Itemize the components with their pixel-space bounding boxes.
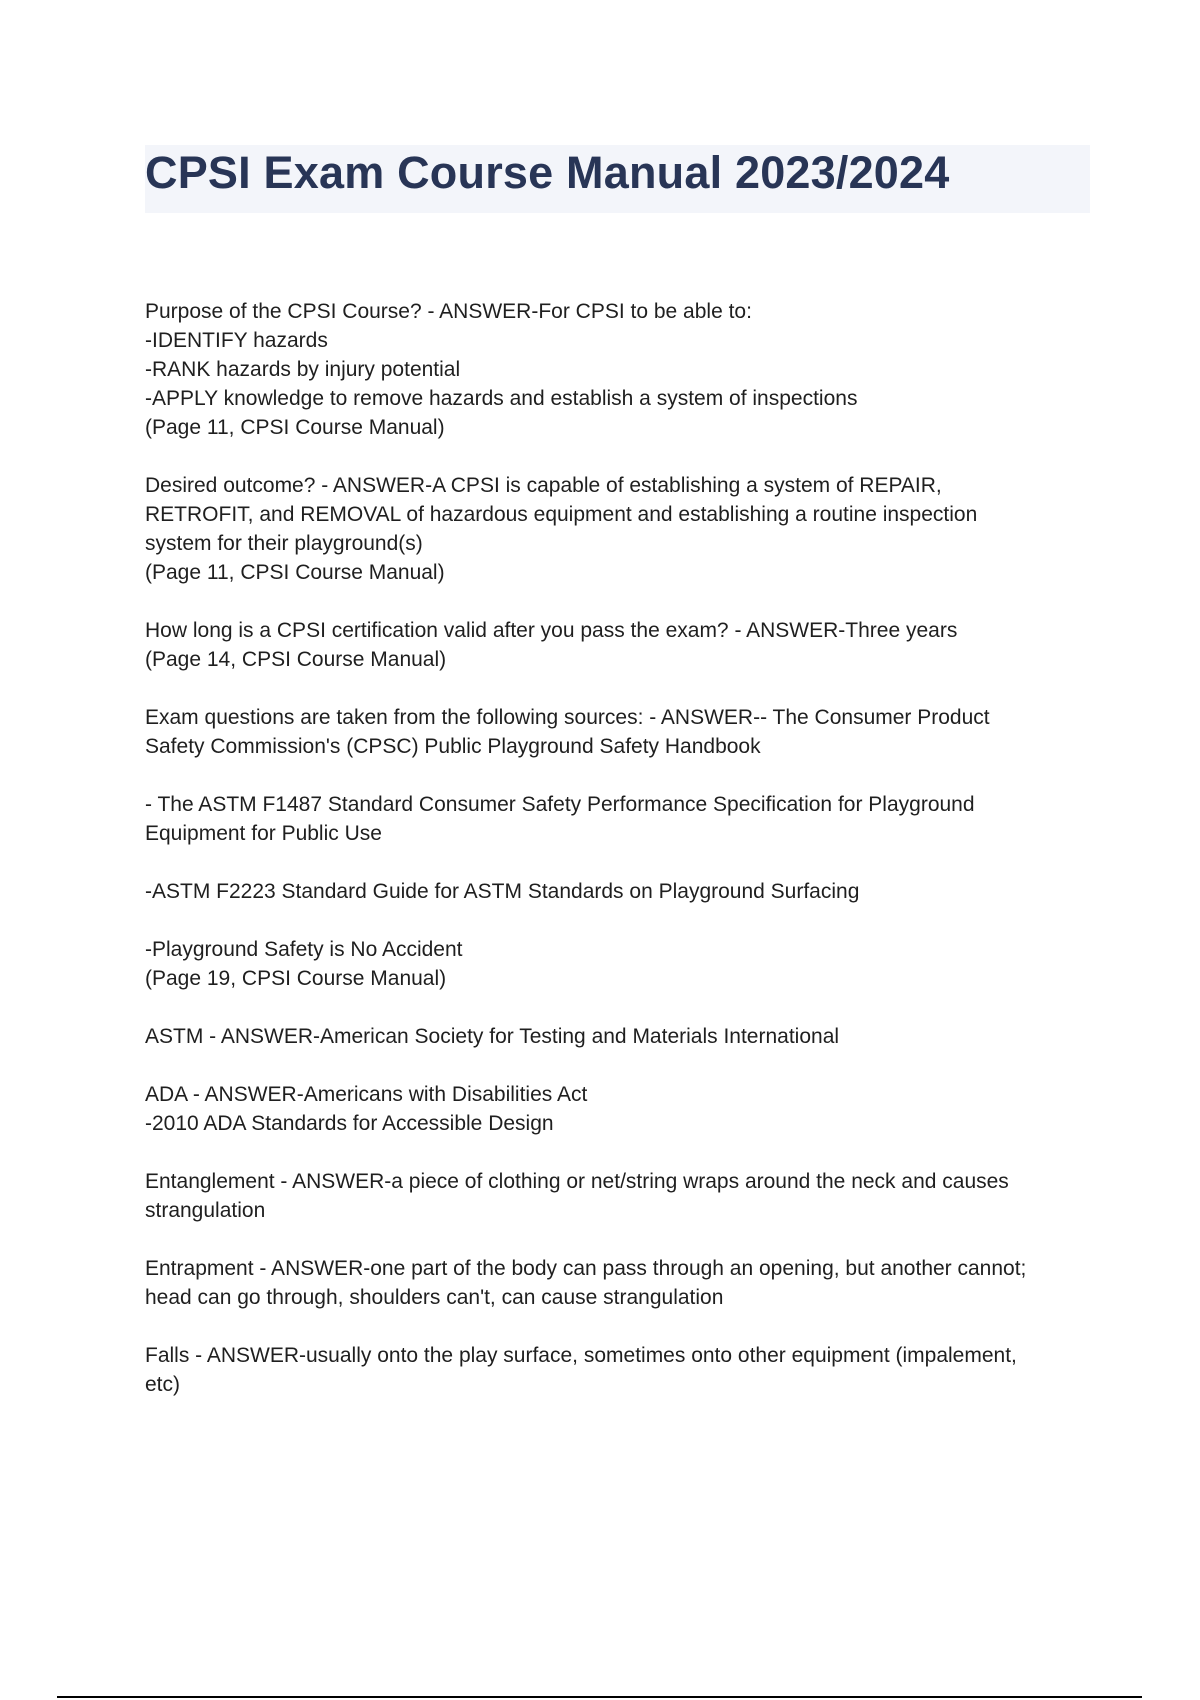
page-title: CPSI Exam Course Manual 2023/2024 xyxy=(145,147,950,198)
text-line: system for their playground(s) xyxy=(145,532,423,555)
text-line: Exam questions are taken from the following sources: - ANSWER-- The Consumer Product xyxy=(145,706,990,729)
text-line: -Playground Safety is No Accident xyxy=(145,938,463,961)
text-line: (Page 19, CPSI Course Manual) xyxy=(145,967,447,990)
text-line: strangulation xyxy=(145,1199,266,1222)
qa-entry-exam-sources xyxy=(145,703,1090,761)
text-line: Entanglement - ANSWER-a piece of clothing or net/string wraps around the neck and causes xyxy=(145,1170,1009,1193)
text-line: -2010 ADA Standards for Accessible Design xyxy=(145,1112,554,1135)
text-line: Entrapment - ANSWER-one part of the body can pass through an opening, but another cannot; xyxy=(145,1257,1027,1280)
text-line: (Page 11, CPSI Course Manual) xyxy=(145,416,445,439)
text-line: Desired outcome? - ANSWER-A CPSI is capable of establishing a system of REPAIR, xyxy=(145,474,942,497)
text-line: (Page 11, CPSI Course Manual) xyxy=(145,561,445,584)
text-line: Safety Commission's (CPSC) Public Playground Safety Handbook xyxy=(145,735,761,758)
text-line: (Page 14, CPSI Course Manual) xyxy=(145,648,447,671)
text-line: Purpose of the CPSI Course? - ANSWER-For CPSI to be able to: xyxy=(145,300,752,323)
qa-entry-falls xyxy=(145,1341,1090,1399)
text-line: RETROFIT, and REMOVAL of hazardous equipment and establishing a routine inspection xyxy=(145,503,978,526)
text-line: Equipment for Public Use xyxy=(145,822,382,845)
footer-divider xyxy=(57,1696,1142,1698)
qa-entry-entrapment xyxy=(145,1254,1090,1312)
qa-entry-ada xyxy=(145,1080,1090,1138)
text-line: How long is a CPSI certification valid after you pass the exam? - ANSWER-Three years xyxy=(145,619,958,642)
qa-entry-entanglement xyxy=(145,1167,1090,1225)
qa-entry-no-accident xyxy=(145,935,1090,993)
text-line: ASTM - ANSWER-American Society for Testing and Materials International xyxy=(145,1025,840,1048)
text-line: head can go through, shoulders can't, can cause strangulation xyxy=(145,1286,724,1309)
qa-entry-purpose xyxy=(145,297,1090,442)
qa-entry-certification-validity xyxy=(145,616,1090,674)
text-line: Falls - ANSWER-usually onto the play surface, sometimes onto other equipment (impalement, xyxy=(145,1344,1017,1367)
qa-content xyxy=(145,297,1090,1428)
qa-entry-astm-f2223 xyxy=(145,877,1090,906)
text-line: -ASTM F2223 Standard Guide for ASTM Standards on Playground Surfacing xyxy=(145,880,860,903)
qa-entry-astm-f1487 xyxy=(145,790,1090,848)
text-line: -RANK hazards by injury potential xyxy=(145,358,461,381)
text-line: -IDENTIFY hazards xyxy=(145,329,328,352)
text-line: -APPLY knowledge to remove hazards and establish a system of inspections xyxy=(145,387,858,410)
text-line: - The ASTM F1487 Standard Consumer Safety Performance Specification for Playground xyxy=(145,793,975,816)
text-line: etc) xyxy=(145,1373,181,1396)
qa-entry-desired-outcome xyxy=(145,471,1090,587)
text-line: ADA - ANSWER-Americans with Disabilities Act xyxy=(145,1083,588,1106)
qa-entry-astm xyxy=(145,1022,1090,1051)
